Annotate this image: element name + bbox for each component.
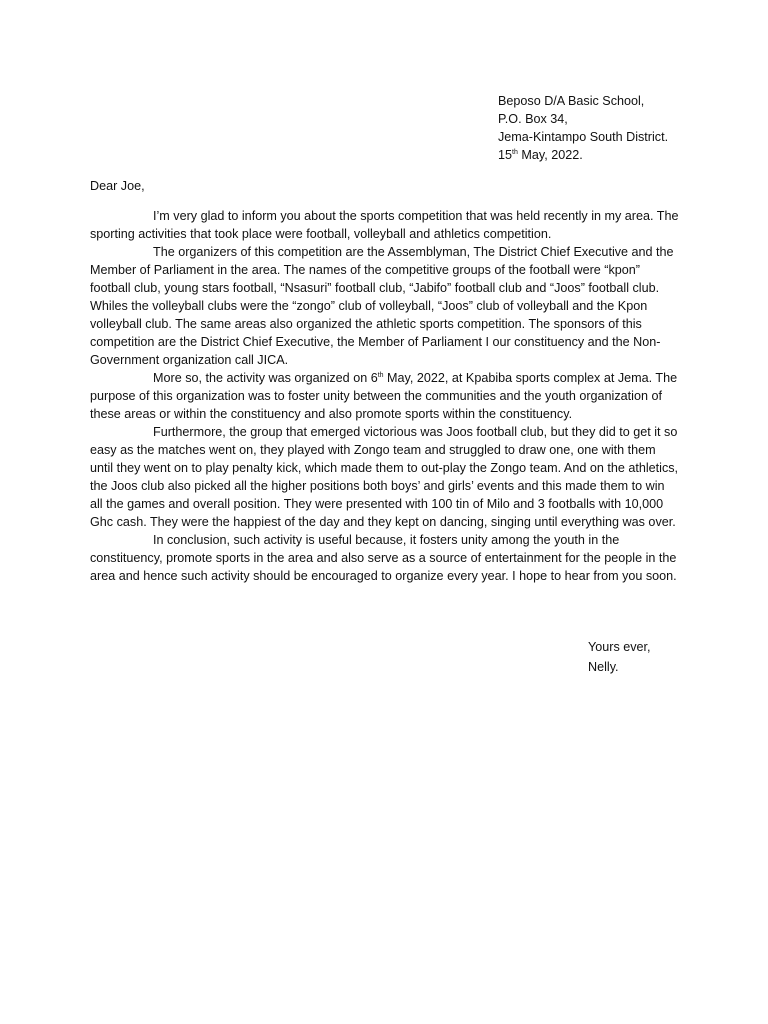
address-box: P.O. Box 34, (498, 112, 568, 126)
salutation: Dear Joe, (90, 179, 145, 193)
paragraph-date-rest: May, 2022, at Kpabiba sports complex at Jema. The purpose of this organization was to foster unity between the communities and the youth organization of these areas or within the constituency and also promote sports within the constituency. (90, 371, 678, 421)
date-suffix: th (512, 148, 518, 156)
paragraph-organizers: The organizers of this competition are the Assemblyman, The District Chief Executive and the Member of Parliament in the area. The names of the competitive groups of the football were “kpon” football club, young stars football, “Nsasuri” football club, “Jabifo” football club and “Joos” football club. Whiles the volleyball clubs were the “zongo” club of volleyball, “Joos” club of volleyball and the Kpon volleyball club. The same areas also organized the athletic sports competition. The sponsors of this competition are the District Chief Executive, the Member of Parliament I our constituency and the Non-Government organization call JICA. (90, 245, 674, 367)
closing-phrase: Yours ever, (588, 640, 651, 654)
paragraph-conclusion: In conclusion, such activity is useful because, it fosters unity among the youth in the constituency, promote sports in the area and also serve as a source of entertainment for the people in the area and hence such activity should be encouraged to organize every year. I hope to hear from you soon. (90, 533, 677, 583)
paragraph-date-sup: th (377, 371, 384, 379)
date-rest: May, 2022. (517, 148, 583, 162)
paragraph-date-start: More so, the activity was organized on 6 (153, 371, 378, 385)
signature-name: Nelly. (588, 660, 619, 674)
paragraph-results: Furthermore, the group that emerged victorious was Joos football club, but they did to get it so easy as the matches went on, they played with Zongo team and struggled to draw one, one with them until they went on to play penalty kick, which made them to out-play the Zongo team. And on the athletics, the Joos club also picked all the higher positions both boys’ and girls’ events and this made them to win all the games and overall position. They were presented with 100 tin of Milo and 3 footballs with 10,000 Ghc cash. They were the happiest of the day and they kept on dancing, singing until everything was over. (90, 425, 679, 529)
letter-body (90, 207, 680, 585)
letter-date (498, 146, 668, 164)
closing (588, 637, 651, 677)
address-district: Jema-Kintampo South District. (498, 130, 669, 144)
date-day: 15 (498, 148, 513, 162)
sender-address (498, 92, 668, 164)
address-school: Beposo D/A Basic School, (498, 94, 645, 108)
paragraph-intro: I’m very glad to inform you about the sports competition that was held recently in my area. The sporting activities that took place were football, volleyball and athletics competition. (90, 209, 679, 241)
paragraph-date-venue (90, 369, 680, 423)
